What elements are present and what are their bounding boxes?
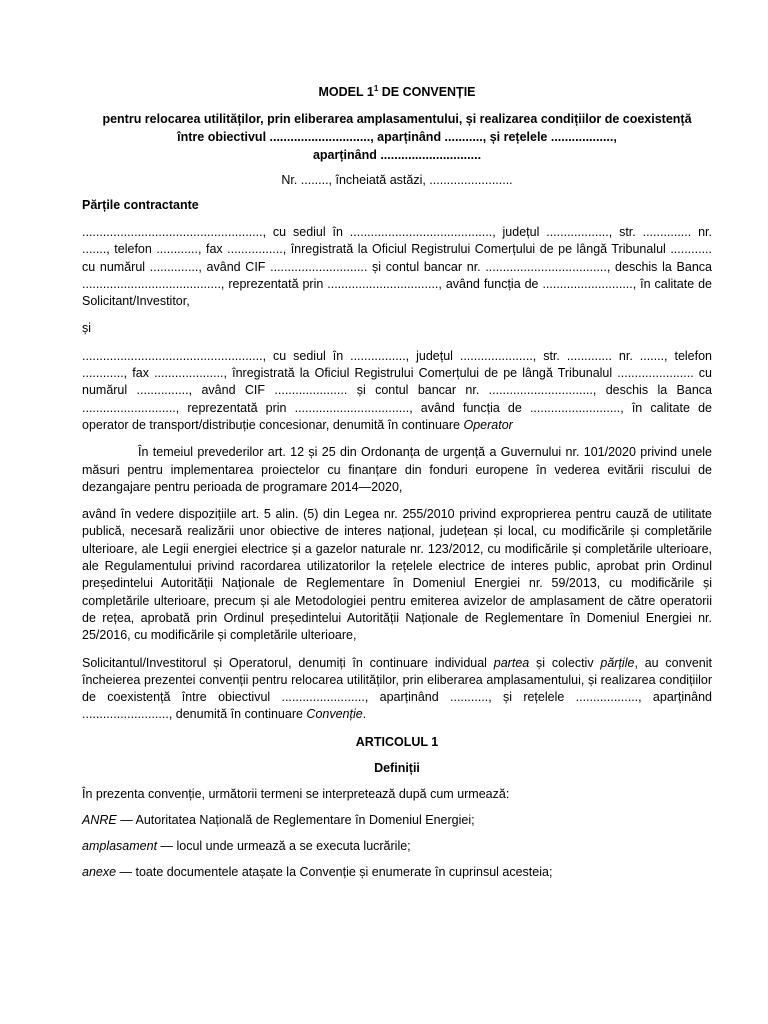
definition-item: ANRE — Autoritatea Națională de Reglementare în Domeniul Energiei; xyxy=(82,812,475,827)
document-title: MODEL $1^1$ DE CONVENȚIE xyxy=(318,83,476,99)
article-1-heading: ARTICOLUL 1 xyxy=(355,734,439,749)
document-subtitle xyxy=(82,110,712,164)
legal-basis-paragraph-2: având în vedere dispozițiile art. 5 alin. (5) din Legea nr. 255/2010 privind exproprierea pentru cauză de utilitate publică, necesară realizării unor obiective de interes național, județean și local, cu modificările și completările ulterioare, ale Legii energiei electrice și a gazelor naturale nr. 123/2012, cu modificările și completările ulterioare, ale Regulamentului privind racordarea utilizatorilor la rețelele electrice de interes public, aprobat prin Ordinul președintelui Autorității Naționale de Reglementare în Domeniul Energiei nr. 59/2013, cu modificările și completările ulterioare, precum și ale Metodologiei pentru emiterea avizelor de amplasament de către operatorii de rețea, aprobată prin Ordinul președintelui Autorității Naționale de Reglementare în Domeniul Energiei nr. 25/2016, cu modificările și completările ulterioare, xyxy=(82,507,712,643)
definitions-heading: Definiții xyxy=(374,760,420,775)
convention-number-line: Nr. ........, încheiată astăzi, ........................ xyxy=(281,173,513,187)
subtitle-line-1: pentru relocarea utilităților, prin eliberarea amplasamentului, și realizarea condițiilor de coexistență xyxy=(102,112,692,126)
parties-agreement-paragraph: Solicitantul/Investitorul și Operatorul, denumiți în continuare individual partea și colectiv părțile, au convenit încheierea prezentei convenții pentru relocarea utilităților, prin eliberarea amplasamentului, și realizarea condițiilor de coexistență între obiectivul ........................, aparținând ..........., și rețelele .................., aparținând ........................., denumită în continuare Convenție. xyxy=(82,655,712,722)
party-1-paragraph: ...................................................., cu sediul în ........................................., județul .................., str. .............. nr. ......., telefon ............, fax ................, înregistrată la Oficiul Registrului Comerțului de pe lângă Tribunalul ............ cu numărul .............., având CIF ............................ și contul bancar nr. ..................................., deschis la Banca ........................................, reprezentată prin ................................, având funcția de .........................., în calitate de Solicitant/Investitor, xyxy=(82,225,712,309)
and-connector: și xyxy=(82,321,92,336)
title-footnote-mark: 1 xyxy=(373,83,379,93)
parties-heading: Părțile contractante xyxy=(82,198,199,212)
subtitle-line-3: aparținând ............................. xyxy=(312,148,482,162)
subtitle-line-2: între obiectivul ............................., aparținând ..........., și rețelele .................., xyxy=(177,130,617,144)
legal-basis-paragraph-1: În temeiul prevederilor art. 12 și 25 din Ordonanța de urgență a Guvernului nr. 101/2020 privind unele măsuri pentru implementarea proiectelor cu finanțare din fonduri europene în vederea evitării riscului de dezangajare pentru perioada de programare 2014—2020, xyxy=(82,445,712,494)
definitions-intro: În prezenta convenție, următorii termeni se interpretează după cum urmează: xyxy=(82,786,510,801)
definition-item: anexe — toate documentele atașate la Convenție și enumerate în cuprinsul acesteia; xyxy=(82,864,553,879)
definition-item: amplasament — locul unde urmează a se executa lucrările; xyxy=(82,838,411,853)
party-2-paragraph: ...................................................., cu sediul în ................, județul ....................., str. ............. nr. ......., telefon ............, fax ...................., înregistrată la Oficiul Registrului Comerțului de pe lângă Tribunalul ...................... cu numărul ..............., având CIF ..................... și contul bancar nr. .............................., deschis la Banca ..........................., reprezentată prin ................................., având funcția de .........................., în calitate de operator de transport/distribuție concesionar, denumită în continuare Operator xyxy=(82,348,712,432)
